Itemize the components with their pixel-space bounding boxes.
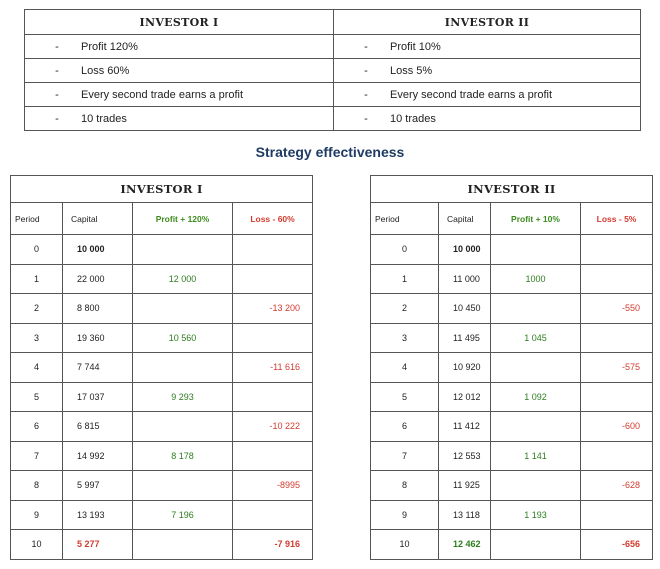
summary-cell-right xyxy=(334,83,641,107)
column-header-period: Period xyxy=(371,203,439,235)
capital-cell: 12 553 xyxy=(439,441,491,471)
loss-cell: -8995 xyxy=(233,471,313,501)
period-cell: 8 xyxy=(11,471,63,501)
capital-cell: 10 000 xyxy=(439,235,491,265)
investor-1-table xyxy=(10,175,313,560)
investor-2-table xyxy=(370,175,653,560)
period-cell: 9 xyxy=(11,500,63,530)
investor-1-column-headers xyxy=(11,203,313,235)
summary-item-text: Profit 120% xyxy=(81,40,138,53)
profit-cell: 7 196 xyxy=(133,500,233,530)
profit-cell: 8 178 xyxy=(133,441,233,471)
period-cell: 1 xyxy=(11,264,63,294)
period-cell: 4 xyxy=(11,353,63,383)
capital-cell: 10 920 xyxy=(439,353,491,383)
table-row xyxy=(371,323,653,353)
loss-cell xyxy=(581,441,653,471)
summary-row xyxy=(25,35,641,59)
period-cell: 1 xyxy=(371,264,439,294)
profit-cell: 9 293 xyxy=(133,382,233,412)
period-cell: 6 xyxy=(371,412,439,442)
bullet-dash: - xyxy=(364,64,368,77)
summary-item-text: Every second trade earns a profit xyxy=(390,88,553,101)
loss-cell: -600 xyxy=(581,412,653,442)
investor-2-title: INVESTOR II xyxy=(371,176,653,203)
loss-cell xyxy=(581,500,653,530)
capital-cell: 12 462 xyxy=(439,530,491,560)
summary-header-row xyxy=(25,10,641,35)
summary-cell-left xyxy=(25,59,334,83)
profit-cell xyxy=(491,471,581,501)
investor-1-title: INVESTOR I xyxy=(11,176,313,203)
summary-row xyxy=(25,107,641,131)
profit-cell xyxy=(133,412,233,442)
capital-cell: 14 992 xyxy=(63,441,133,471)
profit-cell: 10 560 xyxy=(133,323,233,353)
period-cell: 6 xyxy=(11,412,63,442)
profit-cell xyxy=(491,530,581,560)
summary-row xyxy=(25,83,641,107)
bullet-dash: - xyxy=(55,112,59,125)
table-row xyxy=(11,530,313,560)
profit-cell xyxy=(133,353,233,383)
summary-header-investor-2: INVESTOR II xyxy=(334,10,641,35)
table-row xyxy=(371,294,653,324)
loss-cell xyxy=(581,264,653,294)
profit-cell xyxy=(491,294,581,324)
table-row xyxy=(371,382,653,412)
profit-cell: 1000 xyxy=(491,264,581,294)
profit-cell xyxy=(133,530,233,560)
summary-cell-left xyxy=(25,35,334,59)
table-row xyxy=(371,264,653,294)
capital-cell: 11 495 xyxy=(439,323,491,353)
loss-cell: -550 xyxy=(581,294,653,324)
bullet-dash: - xyxy=(364,40,368,53)
loss-cell xyxy=(233,500,313,530)
summary-item-text: Every second trade earns a profit xyxy=(81,88,244,101)
table-row xyxy=(371,412,653,442)
loss-cell: -11 616 xyxy=(233,353,313,383)
summary-cell-right xyxy=(334,107,641,131)
loss-cell xyxy=(581,382,653,412)
summary-item-text: Profit 10% xyxy=(390,40,441,53)
table-row xyxy=(371,500,653,530)
capital-cell: 8 800 xyxy=(63,294,133,324)
capital-cell: 5 277 xyxy=(63,530,133,560)
period-cell: 5 xyxy=(11,382,63,412)
table-row xyxy=(11,471,313,501)
profit-cell xyxy=(133,235,233,265)
profit-cell xyxy=(491,412,581,442)
table-row xyxy=(11,441,313,471)
summary-item-text: 10 trades xyxy=(390,112,436,125)
profit-cell: 1 092 xyxy=(491,382,581,412)
capital-cell: 5 997 xyxy=(63,471,133,501)
profit-cell xyxy=(491,353,581,383)
loss-cell xyxy=(581,235,653,265)
capital-cell: 13 193 xyxy=(63,500,133,530)
profit-cell xyxy=(491,235,581,265)
loss-cell: -13 200 xyxy=(233,294,313,324)
profit-cell xyxy=(133,471,233,501)
capital-cell: 12 012 xyxy=(439,382,491,412)
capital-cell: 10 000 xyxy=(63,235,133,265)
table-row xyxy=(11,294,313,324)
period-cell: 3 xyxy=(371,323,439,353)
column-header-capital: Capital xyxy=(439,203,491,235)
period-cell: 8 xyxy=(371,471,439,501)
period-cell: 7 xyxy=(371,441,439,471)
summary-cell-left xyxy=(25,83,334,107)
table-row xyxy=(11,412,313,442)
bullet-dash: - xyxy=(364,112,368,125)
profit-cell: 1 193 xyxy=(491,500,581,530)
summary-cell-right xyxy=(334,59,641,83)
capital-cell: 7 744 xyxy=(63,353,133,383)
column-header-loss: Loss - 5% xyxy=(581,203,653,235)
column-header-capital: Capital xyxy=(63,203,133,235)
bullet-dash: - xyxy=(55,40,59,53)
capital-cell: 10 450 xyxy=(439,294,491,324)
loss-cell: -10 222 xyxy=(233,412,313,442)
table-row xyxy=(371,235,653,265)
page-heading: Strategy effectiveness xyxy=(255,144,405,160)
capital-cell: 6 815 xyxy=(63,412,133,442)
table-row xyxy=(11,382,313,412)
summary-item-text: 10 trades xyxy=(81,112,127,125)
bullet-dash: - xyxy=(55,64,59,77)
profit-cell: 1 045 xyxy=(491,323,581,353)
period-cell: 4 xyxy=(371,353,439,383)
capital-cell: 11 412 xyxy=(439,412,491,442)
period-cell: 2 xyxy=(371,294,439,324)
period-cell: 7 xyxy=(11,441,63,471)
period-cell: 3 xyxy=(11,323,63,353)
summary-cell-right xyxy=(334,35,641,59)
table-row xyxy=(371,530,653,560)
table-row xyxy=(11,235,313,265)
profit-cell: 1 141 xyxy=(491,441,581,471)
loss-cell: -656 xyxy=(581,530,653,560)
column-header-profit: Profit + 120% xyxy=(133,203,233,235)
table-row xyxy=(11,323,313,353)
table-row xyxy=(11,264,313,294)
table-row xyxy=(371,353,653,383)
period-cell: 0 xyxy=(11,235,63,265)
period-cell: 10 xyxy=(371,530,439,560)
period-cell: 2 xyxy=(11,294,63,324)
table-row xyxy=(11,500,313,530)
capital-cell: 13 118 xyxy=(439,500,491,530)
capital-cell: 11 000 xyxy=(439,264,491,294)
profit-cell xyxy=(133,294,233,324)
bullet-dash: - xyxy=(55,88,59,101)
summary-item-text: Loss 5% xyxy=(390,64,433,77)
table-row xyxy=(11,353,313,383)
loss-cell xyxy=(581,323,653,353)
column-header-loss: Loss - 60% xyxy=(233,203,313,235)
table-row xyxy=(371,471,653,501)
summary-row xyxy=(25,59,641,83)
summary-item-text: Loss 60% xyxy=(81,64,130,77)
column-header-period: Period xyxy=(11,203,63,235)
investor-2-column-headers xyxy=(371,203,653,235)
period-cell: 0 xyxy=(371,235,439,265)
capital-cell: 11 925 xyxy=(439,471,491,501)
period-cell: 9 xyxy=(371,500,439,530)
loss-cell: -628 xyxy=(581,471,653,501)
loss-cell xyxy=(233,235,313,265)
profit-cell: 12 000 xyxy=(133,264,233,294)
capital-cell: 19 360 xyxy=(63,323,133,353)
period-cell: 5 xyxy=(371,382,439,412)
loss-cell: -7 916 xyxy=(233,530,313,560)
summary-header-investor-1: INVESTOR I xyxy=(25,10,334,35)
loss-cell xyxy=(233,323,313,353)
loss-cell xyxy=(233,264,313,294)
loss-cell xyxy=(233,382,313,412)
capital-cell: 17 037 xyxy=(63,382,133,412)
bullet-dash: - xyxy=(364,88,368,101)
table-row xyxy=(371,441,653,471)
column-header-profit: Profit + 10% xyxy=(491,203,581,235)
capital-cell: 22 000 xyxy=(63,264,133,294)
summary-cell-left xyxy=(25,107,334,131)
loss-cell xyxy=(233,441,313,471)
loss-cell: -575 xyxy=(581,353,653,383)
period-cell: 10 xyxy=(11,530,63,560)
summary-table xyxy=(24,9,641,131)
